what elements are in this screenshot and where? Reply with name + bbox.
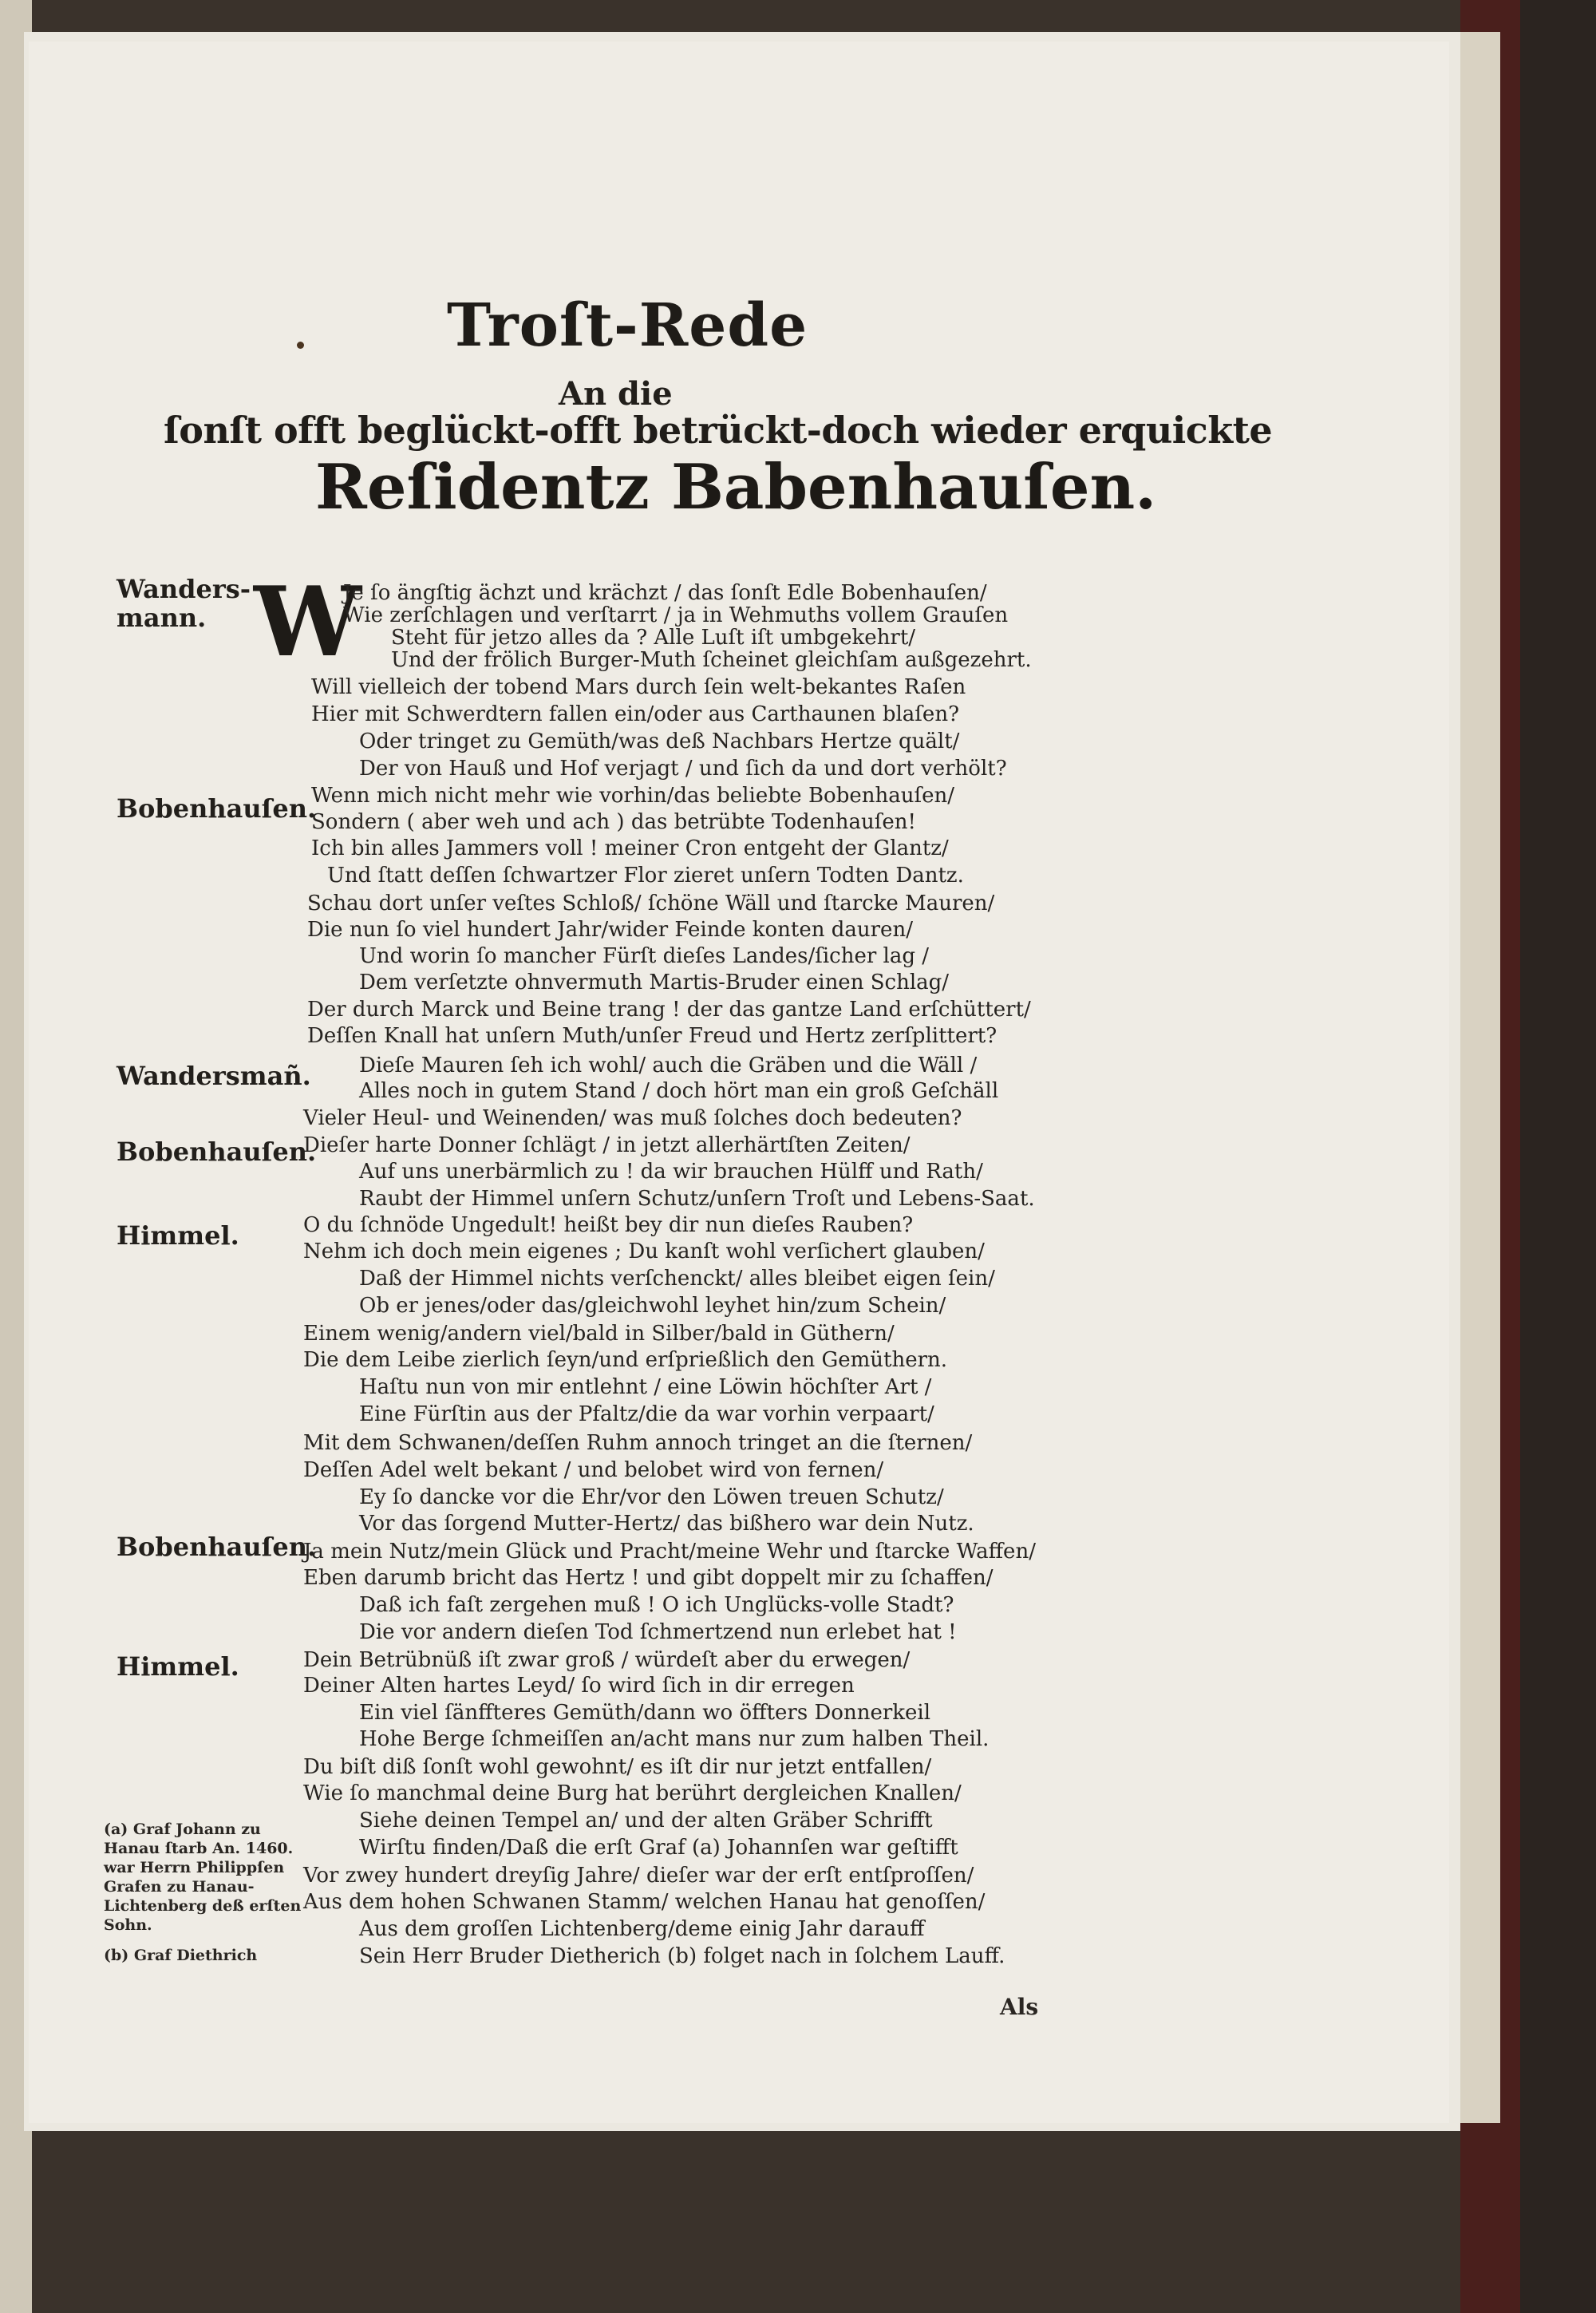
verse-line: Dem verſetzte ohnvermuth Martis-Bruder einen Schlag/ bbox=[359, 971, 950, 994]
verse-line: Vor zwey hundert dreyſig Jahre/ dieſer war der erſt entſproſſen/ bbox=[303, 1864, 974, 1888]
verse-line: Ja mein Nutz/mein Glück und Pracht/meine Wehr und ſtarcke Waffen/ bbox=[303, 1540, 1036, 1564]
note-line: (a) Graf Johann zu bbox=[104, 1821, 261, 1838]
drop-cap-initial: W bbox=[254, 566, 361, 678]
verse-line: Deſſen Knall hat unſern Muth/unſer Freud und Hertz zerſplittert? bbox=[307, 1024, 998, 1048]
verse-line: Der von Hauß und Hof verjagt / und ſich da und dort verhölt? bbox=[359, 757, 1007, 781]
verse-line: Und ſtatt deſſen ſchwartzer Flor zieret unſern Todten Dantz. bbox=[327, 864, 964, 888]
verse-line: Hier mit Schwerdtern fallen ein/oder aus Carthaunen blaſen? bbox=[311, 702, 960, 726]
speaker-wandersmann-1: Wanders- mann. bbox=[117, 574, 251, 633]
verse-line: Sondern ( aber weh und ach ) das betrübte Todenhauſen! bbox=[311, 810, 916, 834]
verse-line: Dieſer harte Donner ſchlägt / in jetzt allerhärtſten Zeiten/ bbox=[303, 1133, 911, 1157]
note-line: Sohn. bbox=[104, 1916, 152, 1934]
verse-line: Sein Herr Bruder Dietherich (b) folget nach in ſolchem Lauff. bbox=[359, 1944, 1005, 1968]
verse-line: Wie zerſchlagen und verſtarrt / ja in Wehmuths vollem Grauſen bbox=[343, 603, 1009, 627]
verse-line: Vor das ſorgend Mutter-Hertz/ das bißhero war dein Nutz. bbox=[359, 1512, 974, 1536]
verse-line: Deſſen Adel welt bekant / und belobet wird von fernen/ bbox=[303, 1458, 884, 1482]
speaker-himmel-2: Himmel. bbox=[117, 1651, 239, 1682]
speaker-himmel-1: Himmel. bbox=[117, 1220, 239, 1251]
speaker-bobenhausen-3: Bobenhauſen. bbox=[117, 1532, 317, 1562]
verse-line: Die nun ſo viel hundert Jahr/wider Feinde konten dauren/ bbox=[307, 918, 913, 942]
note-line: Hanau ſtarb An. 1460. bbox=[104, 1840, 294, 1857]
verse-line: Wirſtu finden/Daß die erſt Graf (a) Johannſen war geſtifft bbox=[359, 1836, 958, 1860]
catchword: Als bbox=[1000, 1994, 1039, 2020]
verse-line: Haſtu nun von mir entlehnt / eine Löwin höchſter Art / bbox=[359, 1375, 932, 1399]
verse-line: O du ſchnöde Ungedult! heißt bey dir nun dieſes Rauben? bbox=[303, 1213, 914, 1237]
verse-line: Hohe Berge ſchmeiſſen an/acht mans nur zum halben Theil. bbox=[359, 1727, 990, 1751]
verse-line: Oder tringet zu Gemüth/was deß Nachbars Hertze quält/ bbox=[359, 729, 960, 753]
verse-line: Die vor andern dieſen Tod ſchmertzend nun erlebet hat ! bbox=[359, 1620, 957, 1644]
verse-line: Eine Fürſtin aus der Pfaltz/die da war vorhin verpaart/ bbox=[359, 1402, 934, 1426]
note-line: Grafen zu Hanau- bbox=[104, 1878, 255, 1896]
verse-line: Ein viel ſänffteres Gemüth/dann wo öffters Donnerkeil bbox=[359, 1701, 931, 1725]
speaker-bobenhausen-1: Bobenhauſen. bbox=[117, 793, 317, 824]
verse-line: Dieſe Mauren ſeh ich wohl/ auch die Gräben und die Wäll / bbox=[359, 1054, 978, 1077]
note-line: war Herrn Philippſen bbox=[104, 1859, 285, 1876]
verse-line: Deiner Alten hartes Leyd/ ſo wird ſich in dir erregen bbox=[303, 1674, 855, 1698]
verse-line: Eben darumb bricht das Hertz ! und gibt doppelt mir zu ſchaffen/ bbox=[303, 1566, 994, 1590]
verse-line: Ob er jenes/oder das/gleichwohl leyhet hin/zum Schein/ bbox=[359, 1294, 946, 1318]
title-trost-rede: Troſt-Rede bbox=[447, 291, 808, 360]
speaker-wandersmann-2: Wandersmañ. bbox=[117, 1061, 311, 1091]
verse-line: Nehm ich doch mein eigenes ; Du kanſt wohl verſichert glauben/ bbox=[303, 1240, 985, 1263]
verse-line: Wenn mich nicht mehr wie vorhin/das beliebte Bobenhauſen/ bbox=[311, 784, 954, 808]
verse-line: Ey ſo dancke vor die Ehr/vor den Löwen treuen Schutz/ bbox=[359, 1485, 944, 1509]
verse-line: Daß der Himmel nichts verſchenckt/ alles bleibet eigen ſein/ bbox=[359, 1267, 995, 1291]
verse-line: Einem wenig/andern viel/bald in Silber/bald in Güthern/ bbox=[303, 1322, 895, 1346]
title-subline: ſonſt offt beglückt-offt betrückt-doch wieder erquickte bbox=[164, 409, 1273, 452]
note-line: (b) Graf Diethrich bbox=[104, 1947, 258, 1964]
verse-line: Aus dem hohen Schwanen Stamm/ welchen Hanau hat genoſſen/ bbox=[303, 1890, 986, 1914]
verse-line: Auf uns unerbärmlich zu ! da wir brauchen Hülff und Rath/ bbox=[359, 1160, 983, 1184]
verse-line: Ich bin alles Jammers voll ! meiner Cron entgeht der Glantz/ bbox=[311, 836, 949, 860]
title-residentz: Reſidentz Babenhauſen. bbox=[315, 451, 1157, 524]
speaker-bobenhausen-2: Bobenhauſen. bbox=[117, 1137, 317, 1167]
ink-spot bbox=[297, 342, 304, 349]
verse-line: Aus dem groſſen Lichtenberg/deme einig Jahr darauff bbox=[359, 1917, 925, 1941]
verse-line: Alles noch in gutem Stand / doch hört man ein groß Geſchäll bbox=[359, 1079, 999, 1103]
verse-line: Und der frölich Burger-Muth ſcheinet gleichſam außgezehrt. bbox=[391, 648, 1032, 672]
verse-line: Wie ſo manchmal deine Burg hat berührt dergleichen Knallen/ bbox=[303, 1781, 962, 1805]
verse-line: Die dem Leibe zierlich ſeyn/und erſprießlich den Gemüthern. bbox=[303, 1348, 948, 1372]
verse-line: Dein Betrübnüß iſt zwar groß / würdeſt aber du erwegen/ bbox=[303, 1648, 911, 1672]
verse-line: Siehe deinen Tempel an/ und der alten Gräber Schrifft bbox=[359, 1809, 933, 1833]
note-line: Lichtenberg deß erſten bbox=[104, 1897, 302, 1915]
verse-line: Und worin ſo mancher Fürſt dieſes Landes/ſicher lag / bbox=[359, 944, 930, 968]
verse-line: Du biſt diß ſonſt wohl gewohnt/ es iſt dir nur jetzt entfallen/ bbox=[303, 1755, 932, 1779]
verse-line: Steht für jetzo alles da ? Alle Luſt iſt umbgekehrt/ bbox=[391, 626, 916, 650]
verse-line: Je ſo ängſtig ächzt und krächzt / das ſonſt Edle Bobenhauſen/ bbox=[343, 581, 987, 605]
verse-line: Raubt der Himmel unſern Schutz/unſern Troſt und Lebens-Saat. bbox=[359, 1187, 1035, 1211]
marginal-notes bbox=[104, 1820, 319, 1965]
verse-line: Mit dem Schwanen/deſſen Ruhm annoch tringet an die ſternen/ bbox=[303, 1431, 973, 1455]
verse-line: Der durch Marck und Beine trang ! der das gantze Land erſchüttert/ bbox=[307, 998, 1031, 1022]
title-an-die: An die bbox=[559, 375, 673, 413]
verse-line: Daß ich faſt zergehen muß ! O ich Unglücks-volle Stadt? bbox=[359, 1593, 954, 1617]
verse-line: Schau dort unſer veſtes Schloß/ ſchöne Wäll und ſtarcke Mauren/ bbox=[307, 892, 995, 915]
verse-line: Will vielleich der tobend Mars durch ſein welt-bekantes Raſen bbox=[311, 675, 966, 699]
verse-line: Vieler Heul- und Weinenden/ was muß ſolches doch bedeuten? bbox=[303, 1106, 962, 1130]
